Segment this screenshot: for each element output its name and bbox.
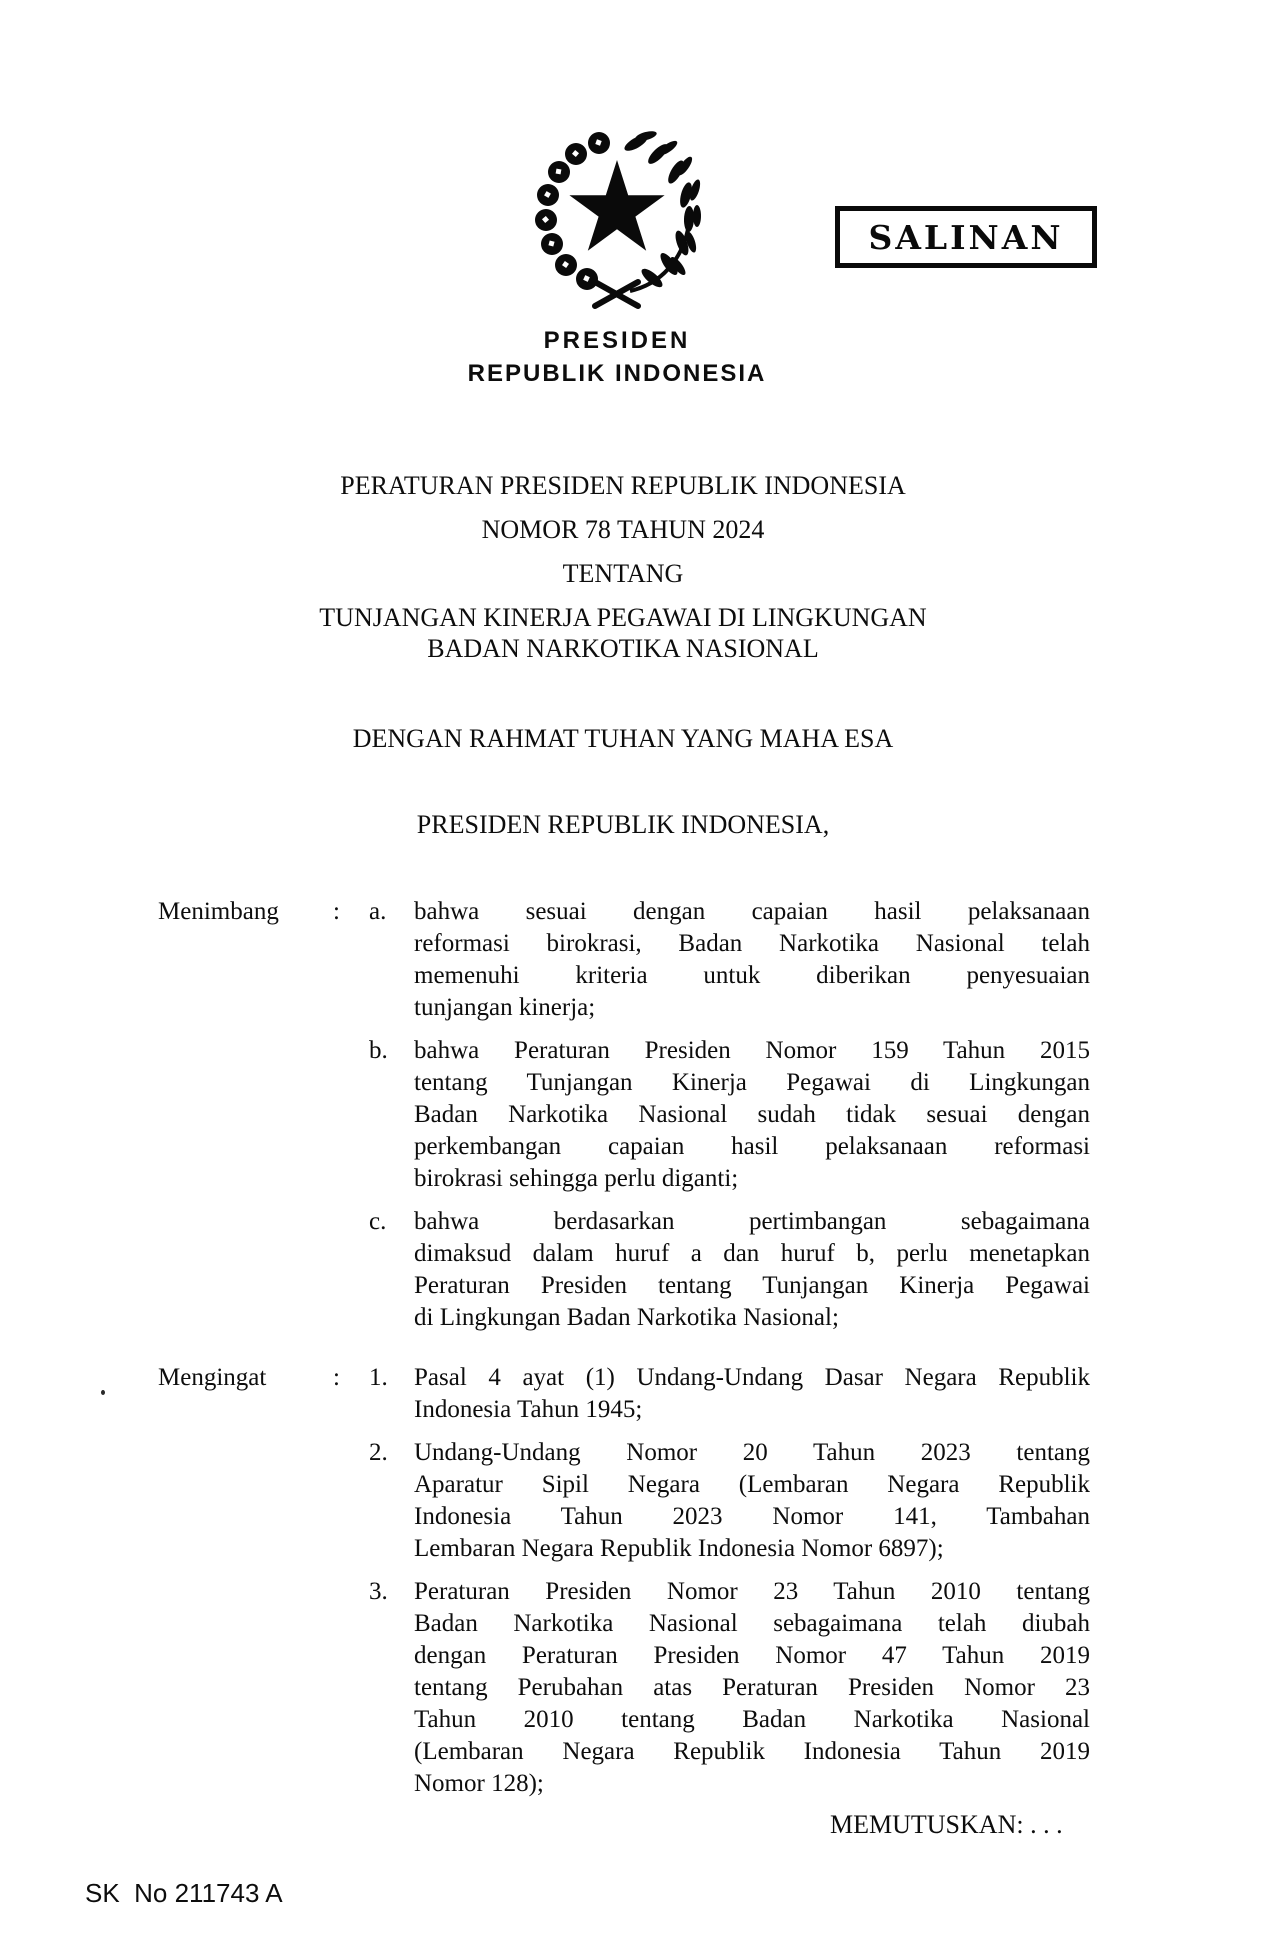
- consideration-item-b-marker: b.: [369, 1037, 388, 1064]
- considerations-colon: :: [333, 898, 340, 925]
- presidential-emblem-icon: [530, 116, 705, 320]
- consideration-item-b: [369, 1035, 1090, 1195]
- legal-basis-section: [158, 1362, 1090, 1800]
- sk-number: SK No 211743 A: [85, 1878, 283, 1908]
- salinan-stamp: [835, 206, 1097, 268]
- regulation-title: [163, 470, 1083, 677]
- regulation-subject-line1: TUNJANGAN KINERJA PEGAWAI DI LINGKUNGAN: [319, 603, 927, 632]
- legal-basis-item-3-text: Peraturan Presiden Nomor 23 Tahun 2010 tentang Badan Narkotika Nasional sebagaimana telah diubah dengan Peraturan Presiden Nomor 47 Tahun 2019 tentang Perubahan atas Peraturan Presiden Nomor 23 Tahun 2010 tentang Badan Narkotika Nasional (Lembaran Negara Republik Indonesia Tahun 2019 Nomor 128);: [414, 1578, 1090, 1797]
- invocation-line: DENGAN RAHMAT TUHAN YANG MAHA ESA: [352, 724, 894, 753]
- regulation-tentang: TENTANG: [562, 559, 684, 588]
- salinan-stamp-label: SALINAN: [868, 217, 1064, 257]
- regulation-title-line1: PERATURAN PRESIDEN REPUBLIK INDONESIA: [340, 471, 906, 500]
- letterhead: [457, 327, 777, 388]
- considerations-section: [158, 896, 1090, 1334]
- regulation-subject: [163, 602, 1083, 664]
- memutuskan-catchword: MEMUTUSKAN: . . .: [830, 1810, 1063, 1839]
- regulation-number: NOMOR 78 TAHUN 2024: [481, 515, 765, 544]
- authority-line: PRESIDEN REPUBLIK INDONESIA,: [416, 810, 830, 839]
- consideration-item-c: [369, 1206, 1090, 1334]
- consideration-item-c-text: bahwa berdasarkan pertimbangan sebagaimana dimaksud dalam huruf a dan huruf b, perlu menetapkan Peraturan Presiden tentang Tunjangan Kinerja Pegawai di Lingkungan Badan Narkotika Nasional;: [414, 1208, 1090, 1331]
- legal-basis-label: Mengingat: [158, 1364, 267, 1391]
- legal-basis-item-1: [369, 1362, 1090, 1426]
- regulation-subject-line2: BADAN NARKOTIKA NASIONAL: [427, 634, 819, 663]
- legal-basis-item-3-marker: 3.: [369, 1578, 388, 1605]
- scan-artifact-dot: [101, 1390, 105, 1395]
- letterhead-presiden: PRESIDEN: [543, 327, 691, 354]
- consideration-item-a: [369, 896, 1090, 1024]
- considerations-items: [369, 896, 1090, 1334]
- legal-basis-item-1-marker: 1.: [369, 1364, 388, 1391]
- legal-basis-item-3: [369, 1576, 1090, 1800]
- considerations-label: Menimbang: [158, 898, 279, 925]
- legal-basis-item-2-text: Undang-Undang Nomor 20 Tahun 2023 tentang Aparatur Sipil Negara (Lembaran Negara Republik Indonesia Tahun 2023 Nomor 141, Tambahan Lembaran Negara Republik Indonesia Nomor 6897);: [414, 1439, 1090, 1562]
- legal-basis-item-2: [369, 1437, 1090, 1565]
- consideration-item-c-marker: c.: [369, 1208, 387, 1235]
- consideration-item-a-text: bahwa sesuai dengan capaian hasil pelaksanaan reformasi birokrasi, Badan Narkotika Nasional telah memenuhi kriteria untuk diberikan penyesuaian tunjangan kinerja;: [414, 898, 1090, 1021]
- legal-basis-item-2-marker: 2.: [369, 1439, 388, 1466]
- legal-basis-items: [369, 1362, 1090, 1800]
- consideration-item-a-marker: a.: [369, 898, 387, 925]
- legal-basis-item-1-text: Pasal 4 ayat (1) Undang-Undang Dasar Negara Republik Indonesia Tahun 1945;: [414, 1364, 1090, 1423]
- legal-basis-colon: :: [333, 1364, 340, 1391]
- consideration-item-b-text: bahwa Peraturan Presiden Nomor 159 Tahun 2015 tentang Tunjangan Kinerja Pegawai di Lingkungan Badan Narkotika Nasional sudah tidak sesuai dengan perkembangan capaian hasil pelaksanaan reformasi birokrasi sehingga perlu diganti;: [414, 1037, 1090, 1192]
- letterhead-republik-indonesia: REPUBLIK INDONESIA: [467, 360, 767, 387]
